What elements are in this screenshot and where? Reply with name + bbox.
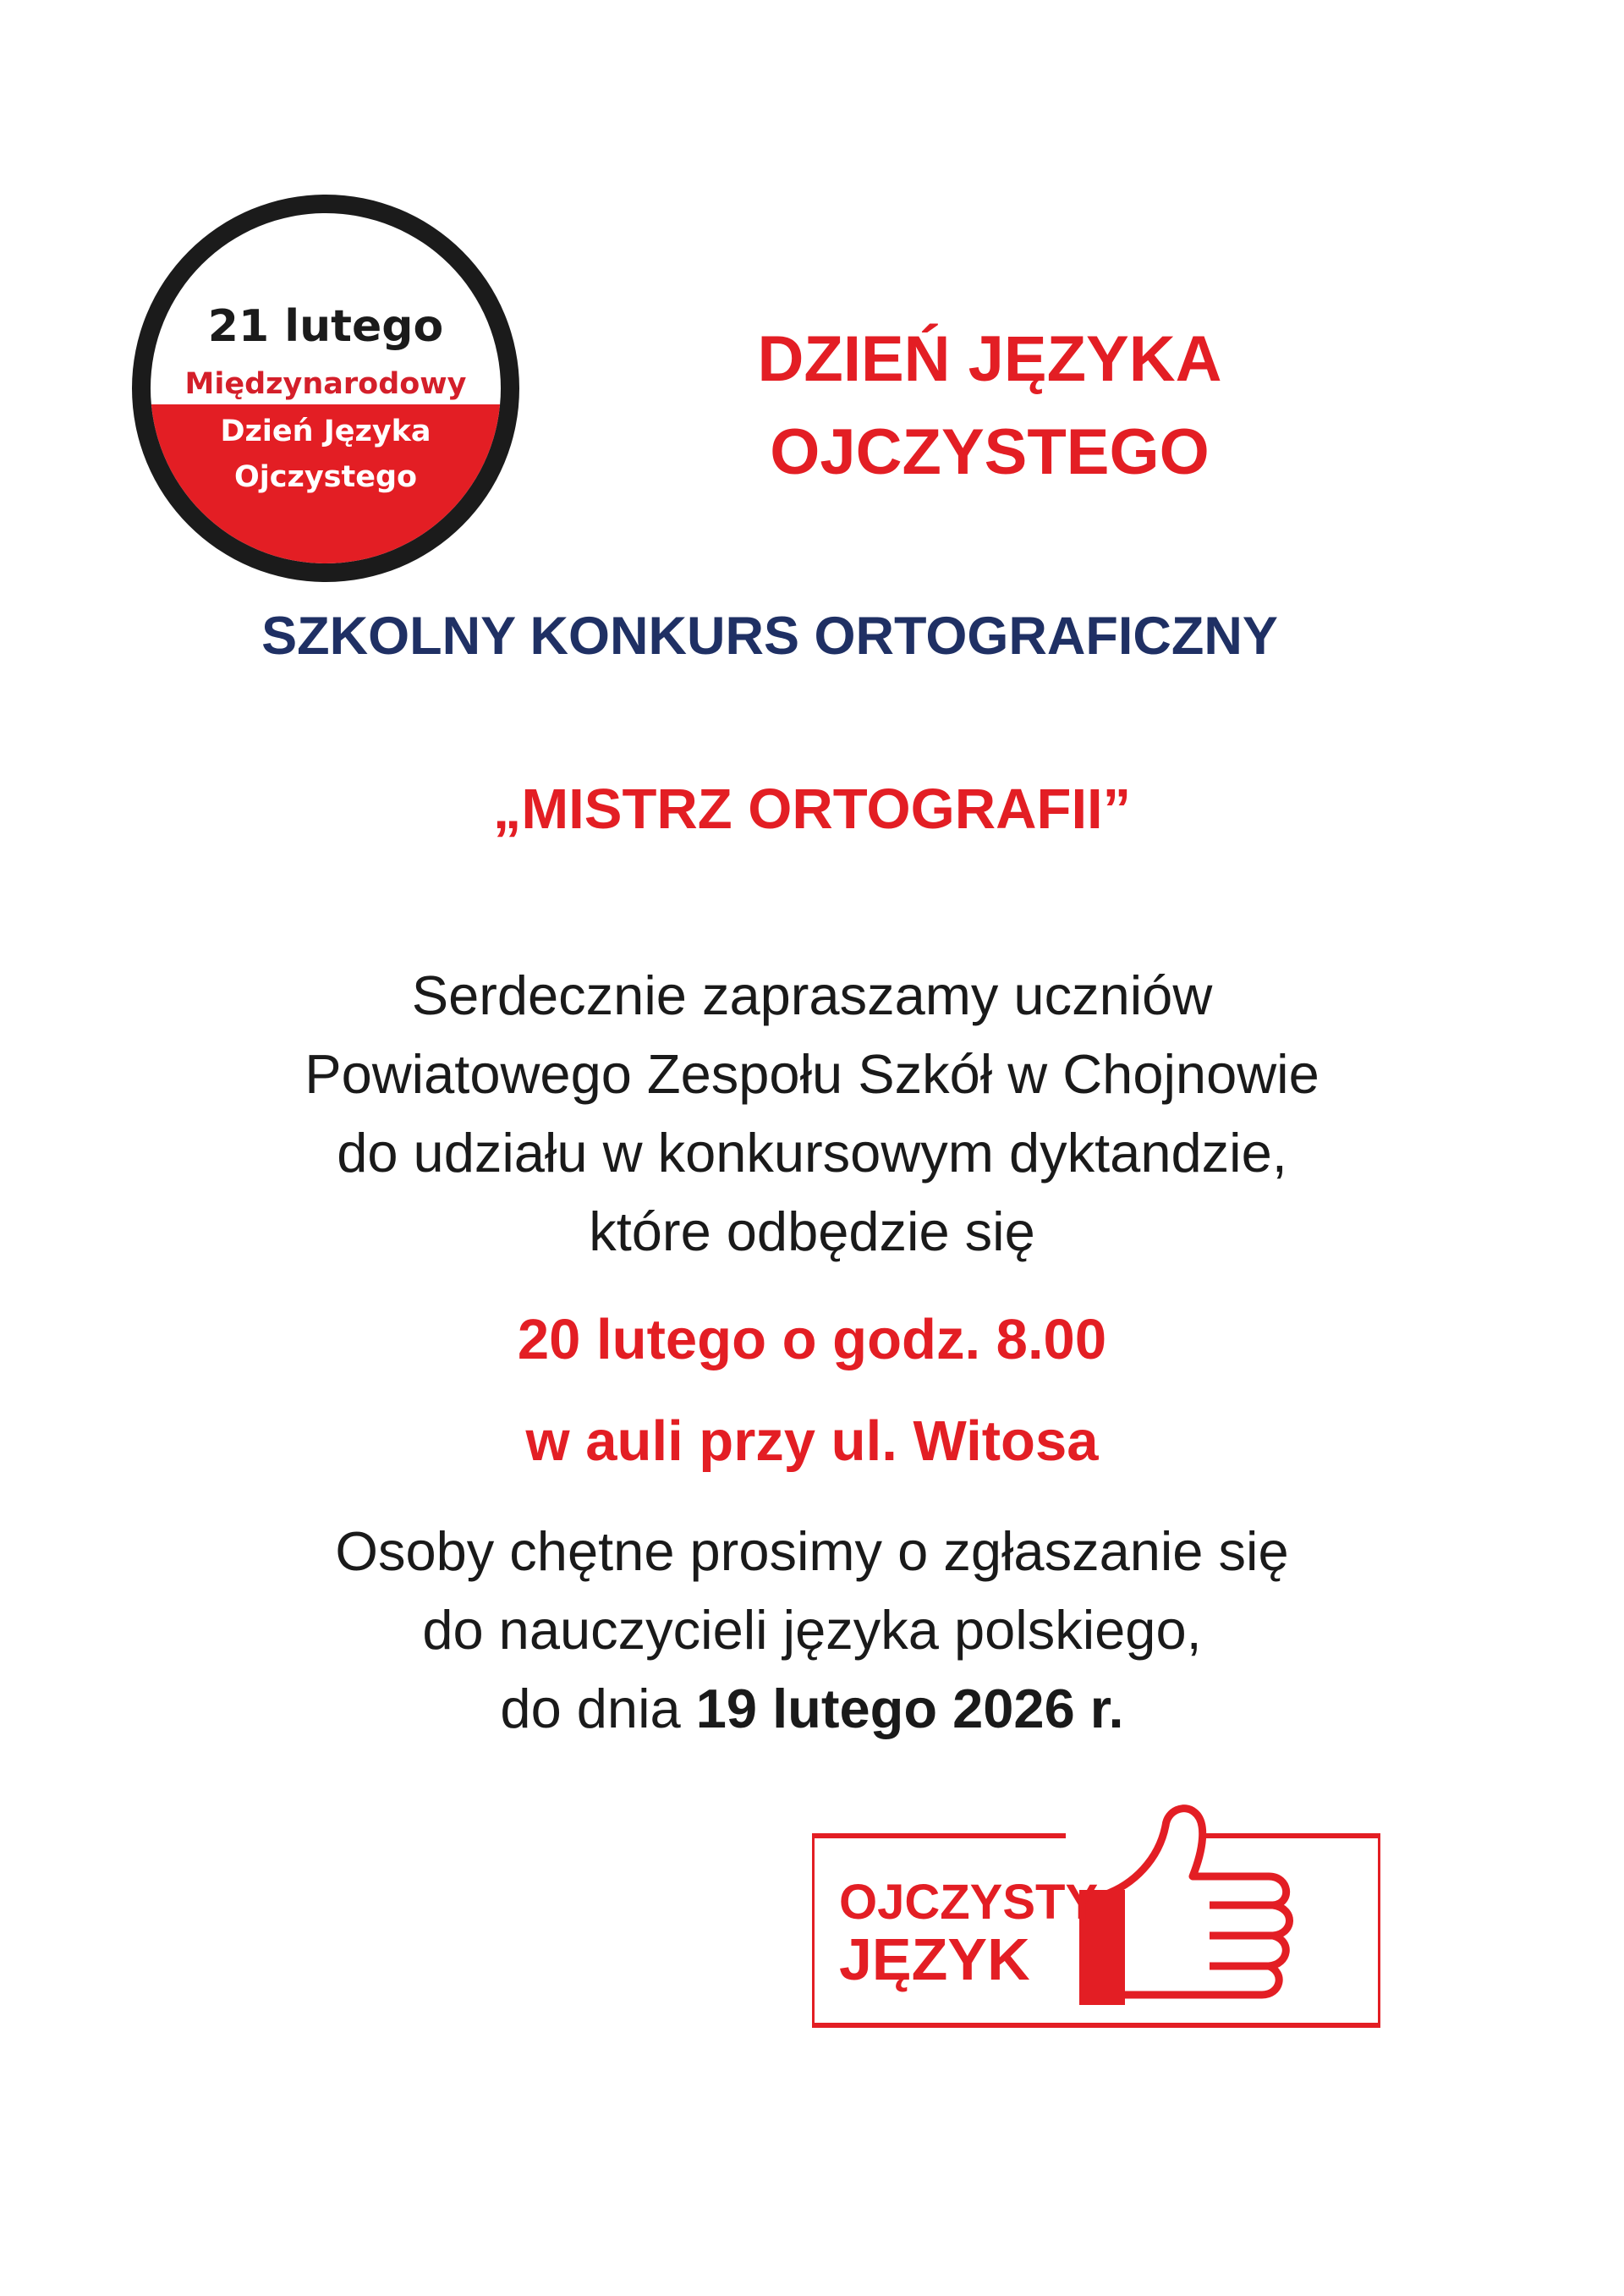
title-line-1: DZIEŃ JĘZYKA	[757, 323, 1222, 395]
logo-line-1: OJCZYSTY	[839, 1875, 1099, 1930]
invitation-line-4: które odbędzie się	[589, 1200, 1035, 1262]
signup-line-2: do nauczycieli języka polskiego,	[422, 1599, 1202, 1661]
badge-line-1: Międzynarodowy	[184, 367, 467, 401]
day-badge	[132, 195, 519, 582]
signup-line-3	[0, 1669, 1624, 1748]
badge-line-3: Ojczystego	[233, 460, 418, 494]
badge-face	[151, 213, 501, 563]
invitation-line-3: do udziału w konkursowym dyktandzie,	[337, 1122, 1287, 1184]
contest-name: „MISTRZ ORTOGRAFII”	[492, 777, 1132, 841]
badge-line-2: Dzień Języka	[220, 415, 431, 448]
ojczysty-jezyk-logo	[812, 1792, 1380, 2037]
page-title	[643, 313, 1336, 499]
logo-graphic	[812, 1792, 1380, 2037]
invitation-line-2: Powiatowego Zespołu Szkół w Chojnowie	[304, 1043, 1320, 1105]
signup-prefix: do dnia	[500, 1678, 696, 1739]
badge-date: 21 lutego	[207, 301, 444, 352]
signup-text	[0, 1512, 1624, 1748]
invitation-text	[0, 956, 1624, 1271]
signup-deadline: 19 lutego 2026 r.	[695, 1678, 1124, 1739]
event-place: w auli przy ul. Witosa	[525, 1409, 1099, 1473]
signup-line-1: Osoby chętne prosimy o zgłaszanie się	[335, 1520, 1289, 1582]
logo-line-2: JĘZYK	[839, 1926, 1030, 1992]
title-line-2: OJCZYSTEGO	[770, 416, 1210, 488]
event-date-time: 20 lutego o godz. 8.00	[517, 1308, 1107, 1371]
contest-subtitle: SZKOLNY KONKURS ORTOGRAFICZNY	[261, 607, 1278, 666]
invitation-line-1: Serdecznie zapraszamy uczniów	[411, 964, 1213, 1026]
